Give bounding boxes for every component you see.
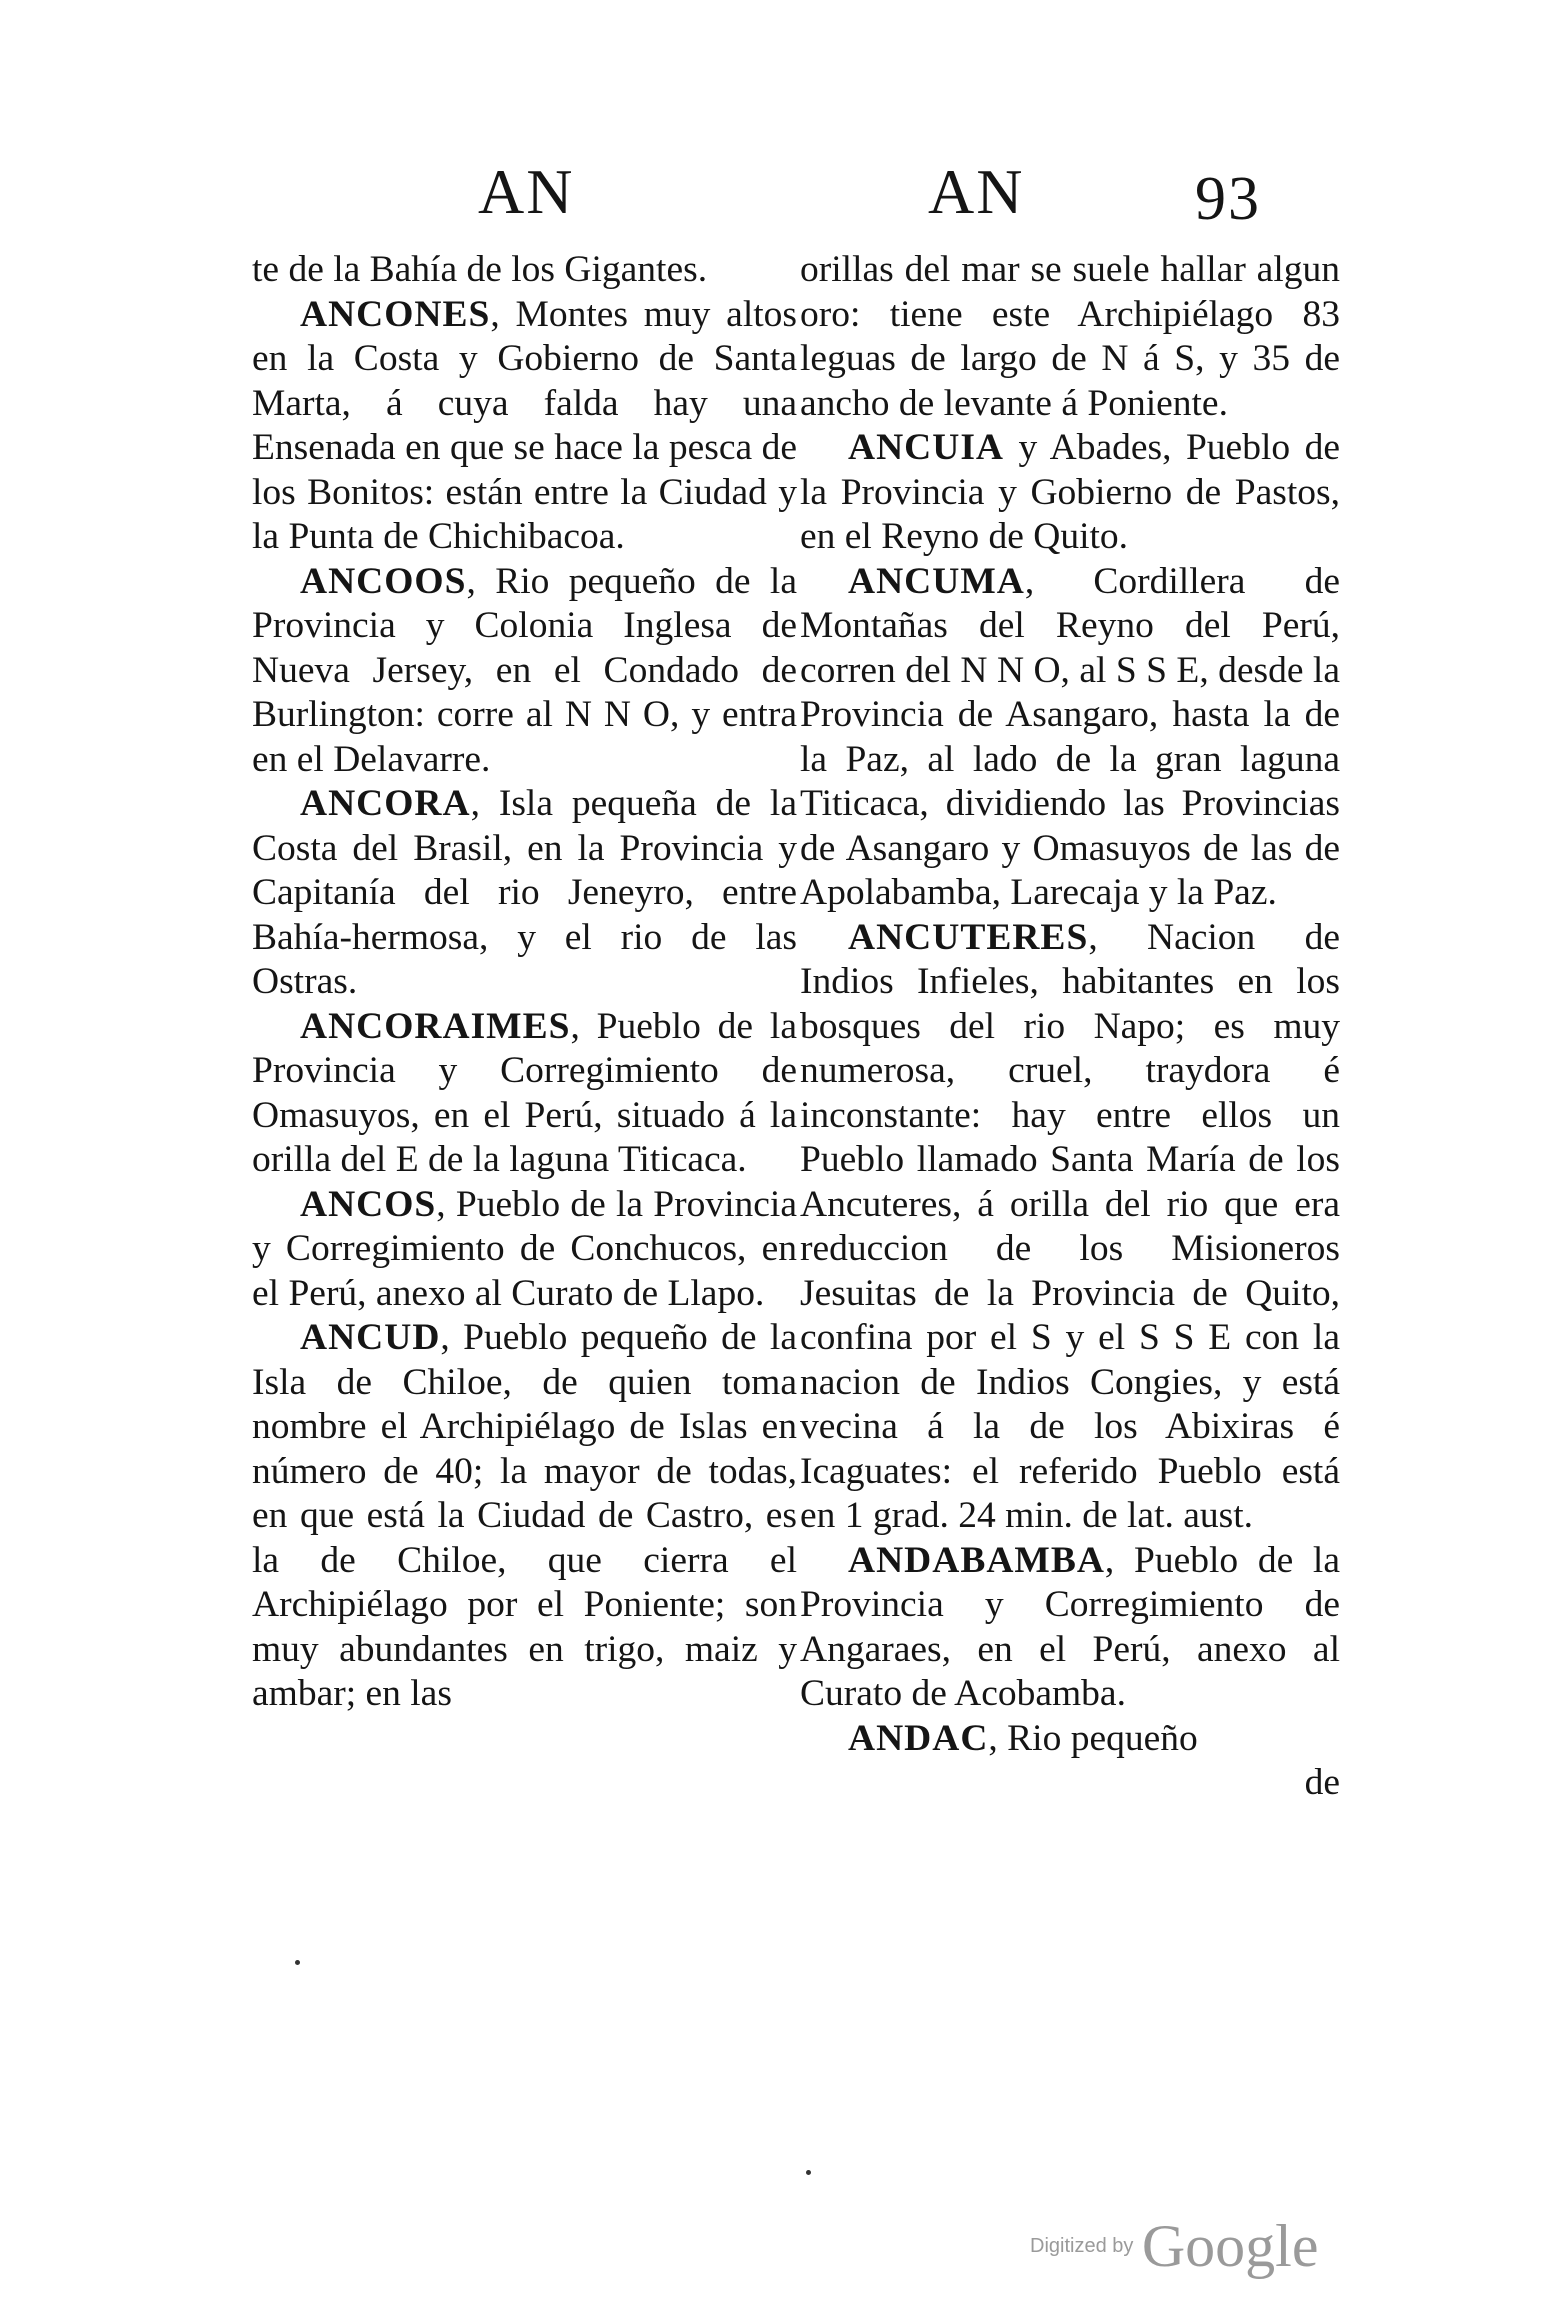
entry-ancora <box>252 782 797 1005</box>
left-column <box>252 248 797 1717</box>
entry-ancuia <box>800 426 1340 560</box>
entry-ancud <box>252 1316 797 1717</box>
entry-andabamba <box>800 1539 1340 1717</box>
watermark-prefix: Digitized by <box>1030 2235 1134 2257</box>
entry-text: , Rio pequeño <box>988 1717 1198 1759</box>
google-logo: Google <box>1141 2213 1319 2279</box>
entry-text: orillas del mar se suele hallar algun oro: tiene este Archipiélago 83 leguas de largo de N á S, y 35 de ancho de levante á Poniente. <box>800 249 1340 424</box>
entry-term: ANCUD <box>300 1317 441 1358</box>
entry-ancoos <box>252 560 797 783</box>
entry-term: ANCORAIMES <box>300 1005 571 1047</box>
entry-term: ANCUTERES <box>848 916 1089 958</box>
entry-text: te de la Bahía de los Gigantes. <box>252 249 708 290</box>
entry-text: , Pueblo de la Provincia y Corregimiento de Omasuyos, en el Perú, situado á la orilla del E de la laguna Titicaca. <box>252 1005 797 1180</box>
entry-ancos <box>252 1183 797 1317</box>
entry-term: ANCUMA <box>848 560 1025 602</box>
entry-text: , Isla pequeña de la Costa del Brasil, en la Provincia y Capitanía del rio Jeneyro, entre Bahía-hermosa, y el rio de las Ostras. <box>252 783 797 1002</box>
entry-continuation <box>252 248 797 293</box>
entry-term: ANCOOS <box>300 560 467 602</box>
entry-text: , Montes muy altos en la Costa y Gobierno de Santa Marta, á cuya falda hay una Ensenada en que se hace la pesca de los Bonitos: están entre la Ciudad y la Punta de Chichibacoa. <box>252 293 797 557</box>
ink-speck <box>295 1960 300 1965</box>
ink-speck <box>806 2170 811 2175</box>
entry-text: , Pueblo de la Provincia y Corregimiento de Conchucos, en el Perú, anexo al Curato de Llapo. <box>252 1183 797 1314</box>
entry-continuation <box>800 248 1340 426</box>
entry-term: ANDABAMBA <box>848 1539 1105 1581</box>
entry-term: ANCOS <box>300 1183 437 1225</box>
entry-term: ANDAC <box>848 1717 989 1759</box>
entry-text: , Pueblo de la Provincia y Corregimiento de Angaraes, en el Perú, anexo al Curato de Acobamba. <box>800 1539 1340 1714</box>
entry-ancoraimes <box>252 1005 797 1183</box>
entry-andac <box>800 1717 1340 1762</box>
page-number: 93 <box>1195 165 1261 233</box>
entry-text: , Pueblo pequeño de la Isla de Chiloe, de quien toma nombre el Archipiélago de Islas en número de 40; la mayor de todas, en que está la Ciudad de Castro, es la de Chiloe, que cierra el Archipiélago por el Poniente; son muy abundantes en trigo, maiz y ambar; en las <box>252 1317 797 1714</box>
entry-term: ANCUIA <box>848 427 1004 468</box>
entry-text: , Nacion de Indios Infieles, habitantes en los bosques del rio Napo; es muy numerosa, cruel, traydora é inconstante: hay entre ellos un Pueblo llamado Santa María de los Ancuteres, á orilla del rio que era reduccion de los Misioneros Jesuitas de la Provincia de Quito, confina por el S y el S S E con la nacion de Indios Congies, y está vecina á la de los Abixiras é Icaguates: el referido Pueblo está en 1 grad. 24 min. de lat. aust. <box>800 916 1340 1536</box>
digitized-by-google-watermark <box>1030 2212 1318 2281</box>
entry-ancones <box>252 293 797 560</box>
entry-text: , Cordillera de Montañas del Reyno del Perú, corren del N N O, al S S E, desde la Provincia de Asangaro, hasta la de la Paz, al lado de la gran laguna Titicaca, dividiendo las Provincias de Asangaro y Omasuyos de las de Apolabamba, Larecaja y la Paz. <box>800 560 1340 913</box>
catchword: de <box>1304 1762 1340 1803</box>
running-head-right: AN <box>928 156 1025 227</box>
entry-term: ANCONES <box>300 293 491 335</box>
right-column <box>800 248 1340 1806</box>
entry-ancuteres <box>800 916 1340 1539</box>
running-head-left: AN <box>478 156 575 227</box>
entry-term: ANCORA <box>300 783 471 824</box>
entry-text: y Abades, Pueblo de la Provincia y Gobierno de Pastos, en el Reyno de Quito. <box>800 427 1340 557</box>
entry-text: , Rio pequeño de la Provincia y Colonia Inglesa de Nueva Jersey, en el Condado de Burlington: corre al N N O, y entra en el Delavarre. <box>252 560 797 780</box>
entry-ancuma <box>800 560 1340 916</box>
